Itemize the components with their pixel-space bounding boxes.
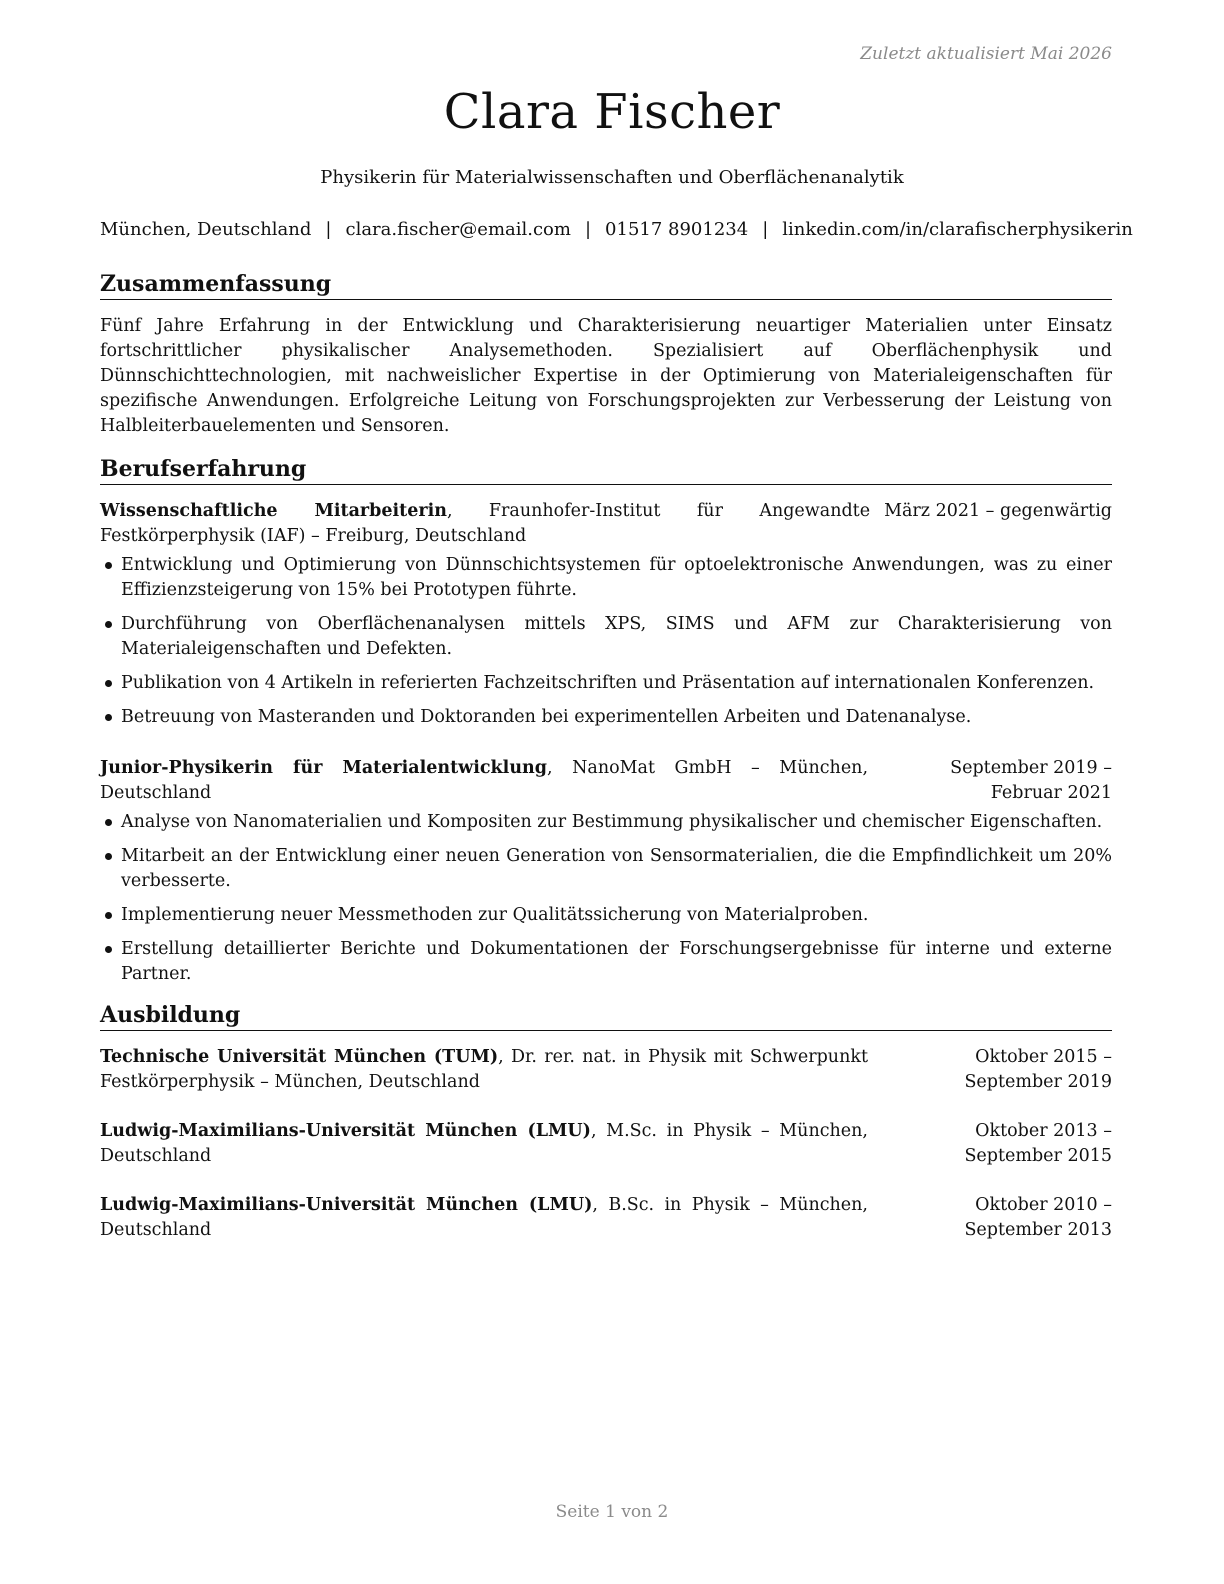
job-org: , Fraunhofer-Institut für Angewandte Festkörperphysik (IAF) – Freiburg, Deutschland [100, 501, 871, 546]
education-header [100, 1119, 1112, 1169]
job-header [100, 756, 1112, 806]
job-role: Junior-Physikerin für Materialentwicklung [100, 758, 548, 778]
education-degree: , M.Sc. in Physik – München, Deutschland [100, 1121, 868, 1166]
section-title-education: Ausbildung [100, 1001, 1112, 1031]
education-header [100, 1193, 1112, 1243]
job-bullets [100, 553, 1112, 730]
education-header [100, 1045, 1112, 1095]
job-dates: März 2021 – gegenwärtig [884, 501, 1112, 521]
contact-separator: | [584, 219, 592, 240]
education-dates: Oktober 2015 – September 2019 [964, 1047, 1112, 1092]
section-title-experience: Berufserfahrung [100, 455, 1112, 485]
contact-location: München, Deutschland [100, 219, 312, 240]
candidate-subtitle: Physikerin für Materialwissenschaften und Oberflächenanalytik [320, 167, 904, 188]
education-school: Ludwig-Maximilians-Universität München (LMU) [100, 1195, 593, 1215]
list-item: Betreuung von Masteranden und Doktoranden bei experimentellen Arbeiten und Datenanalyse. [100, 705, 1112, 730]
contact-email[interactable]: clara.fischer@email.com [345, 219, 571, 240]
section-title-summary: Zusammenfassung [100, 270, 1112, 300]
contact-phone: 01517 8901234 [605, 219, 749, 240]
education-entry [100, 1119, 1112, 1169]
list-item: Analyse von Nanomaterialien und Kompositen zur Bestimmung physikalischer und chemischer Eigenschaften. [100, 810, 1112, 835]
page-number: Seite 1 von 2 [555, 1502, 669, 1522]
list-item: Durchführung von Oberflächenanalysen mittels XPS, SIMS und AFM zur Charakterisierung von Materialeigenschaften und Defekten. [100, 612, 1112, 662]
education-degree: , Dr. rer. nat. in Physik mit Schwerpunkt Festkörperphysik – München, Deutschland [100, 1047, 868, 1092]
education-school: Technische Universität München (TUM) [100, 1047, 499, 1067]
resume-content [100, 270, 1112, 1243]
job-org: , NanoMat GmbH – München, Deutschland [100, 758, 869, 803]
job-header [100, 499, 1112, 549]
contact-separator: | [762, 219, 769, 240]
education-school: Ludwig-Maximilians-Universität München (LMU) [100, 1121, 591, 1141]
education-dates: Oktober 2010 – September 2013 [964, 1195, 1112, 1240]
candidate-name: Clara Fischer [443, 84, 781, 140]
contact-separator: | [325, 219, 332, 240]
list-item: Publikation von 4 Artikeln in referierten Fachzeitschriften und Präsentation auf internationalen Konferenzen. [100, 671, 1112, 696]
last-updated: Zuletzt aktualisiert Mai 2026 [860, 44, 1112, 64]
list-item: Implementierung neuer Messmethoden zur Qualitätssicherung von Materialproben. [100, 903, 1112, 928]
education-entry [100, 1193, 1112, 1243]
list-item: Erstellung detaillierter Berichte und Dokumentationen der Forschungsergebnisse für interne und externe Partner. [100, 937, 1112, 987]
education-dates: Oktober 2013 – September 2015 [964, 1121, 1112, 1166]
summary-text: Fünf Jahre Erfahrung in der Entwicklung und Charakterisierung neuartiger Materialien unter Einsatz fortschrittlicher physikalischer Analysemethoden. Spezialisiert auf Oberflächenphysik und Dünnschichttechnologien, mit nachweislicher Expertise in der Optimierung von Materialeigenschaften für spezifische Anwendungen. Erfolgreiche Leitung von Forschungsprojekten zur Verbesserung der Leistung von Halbleiterbauelementen und Sensoren. [100, 316, 1112, 436]
list-item: Entwicklung und Optimierung von Dünnschichtsystemen für optoelektronische Anwendungen, was zu einer Effizienzsteigerung von 15% bei Prototypen führte. [100, 553, 1112, 603]
contact-line [100, 219, 1133, 240]
contact-linkedin[interactable]: linkedin.com/in/clarafischerphysikerin [782, 219, 1133, 240]
job-dates: September 2019 – Februar 2021 [950, 758, 1112, 803]
job-bullets [100, 810, 1112, 987]
job-role: Wissenschaftliche Mitarbeiterin [100, 501, 447, 521]
job-entry [100, 499, 1112, 730]
job-entry [100, 756, 1112, 987]
list-item: Mitarbeit an der Entwicklung einer neuen Generation von Sensormaterialien, die die Empfindlichkeit um 20% verbesserte. [100, 844, 1112, 894]
education-degree: , B.Sc. in Physik – München, Deutschland [100, 1195, 868, 1240]
education-entry [100, 1045, 1112, 1095]
